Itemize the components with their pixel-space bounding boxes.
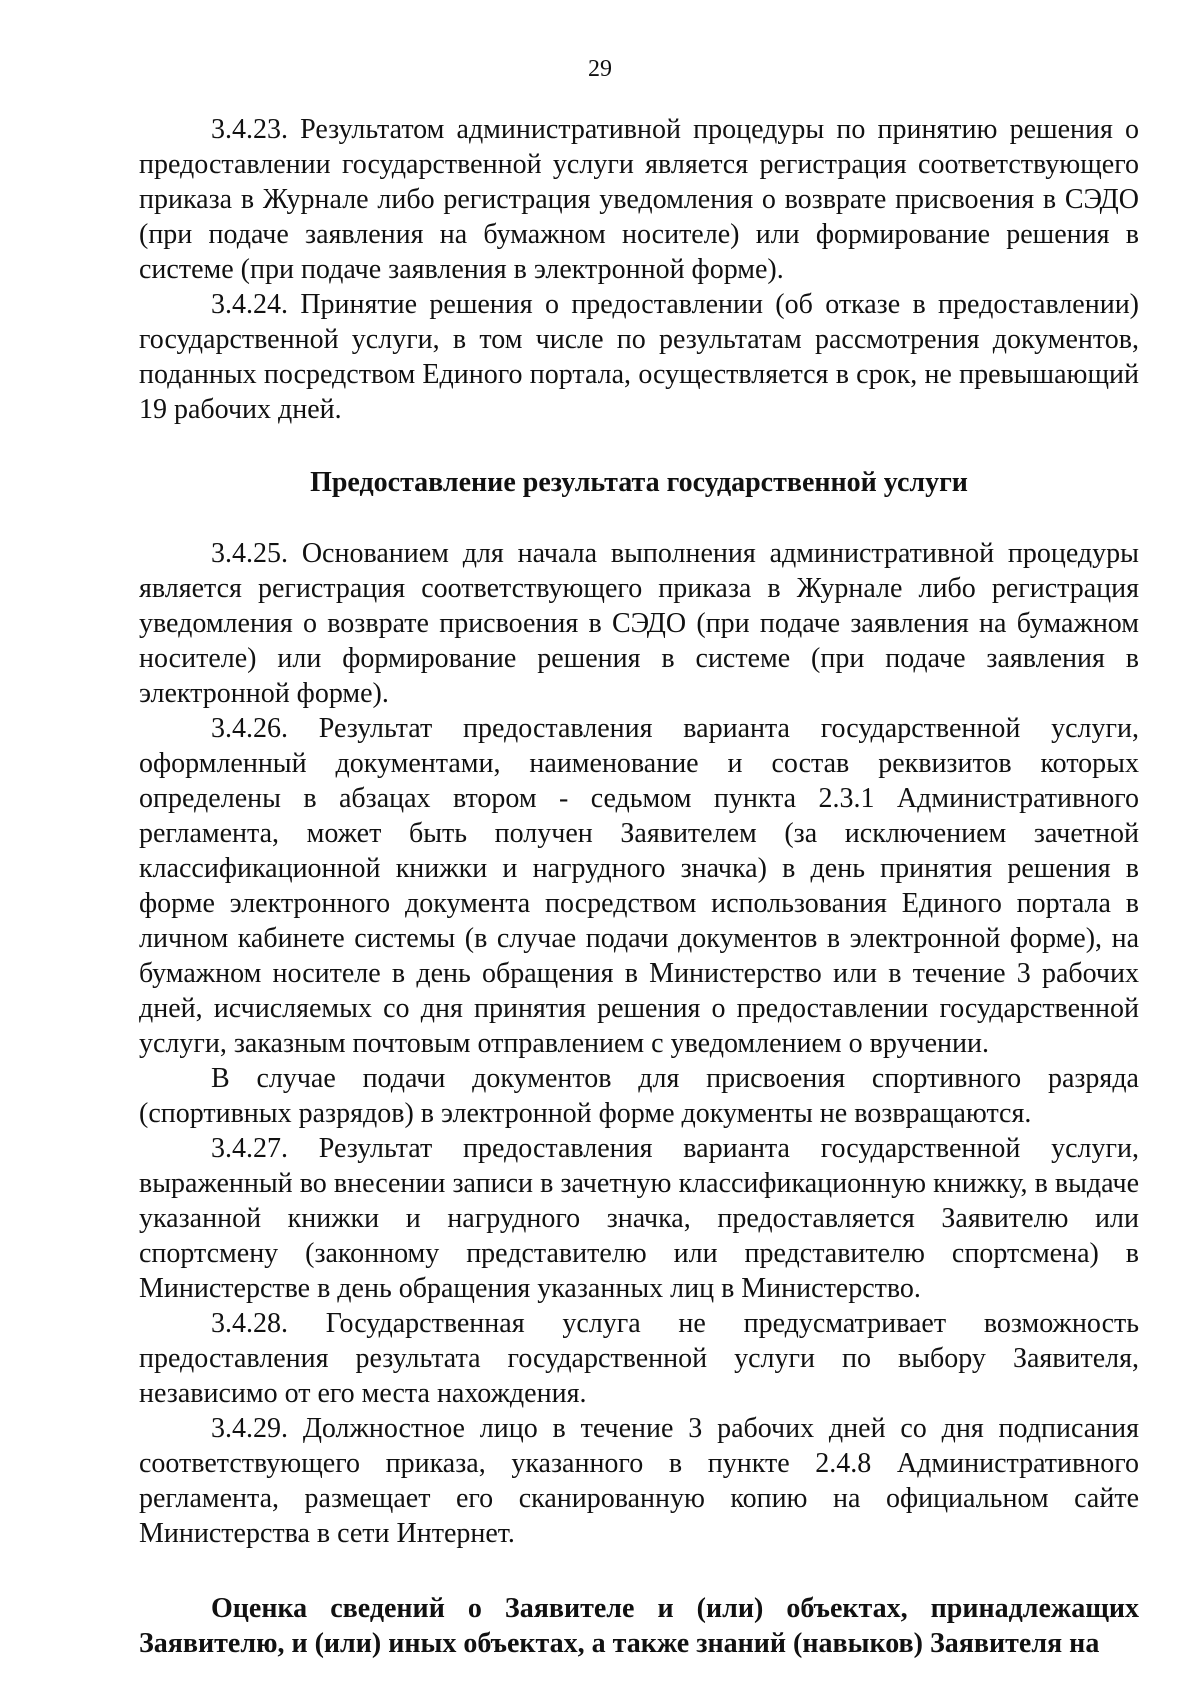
paragraph-3-4-27: 3.4.27. Результат предоставления варианта государственной услуги, выраженный во внесении записи в зачетную классификационную книжку, в выдаче указанной книжки и нагрудного значка, предоставляется Заявителю или спортсмену (законному представителю или представителю спортсмена) в Министерстве в день обращения указанных лиц в Министерство. <box>139 1133 1139 1304</box>
page-number: 29 <box>588 56 612 82</box>
paragraph-3-4-24: 3.4.24. Принятие решения о предоставлении (об отказе в предоставлении) государственной услуги, в том числе по результатам рассмотрения документов, поданных посредством Единого портала, осуществляется в срок, не превышающий 19 рабочих дней. <box>139 289 1139 425</box>
paragraph-electronic-documents: В случае подачи документов для присвоения спортивного разряда (спортивных разрядов) в электронной форме документы не возвращаются. <box>139 1063 1139 1129</box>
paragraph-3-4-28: 3.4.28. Государственная услуга не предусматривает возможность предоставления результата государственной услуги по выбору Заявителя, независимо от его места нахождения. <box>139 1308 1139 1409</box>
page-body <box>139 112 1139 1661</box>
section-heading-result-provision: Предоставление результата государственной услуги <box>310 467 968 498</box>
paragraph-3-4-23: 3.4.23. Результатом административной процедуры по принятию решения о предоставлении государственной услуги является регистрация соответствующего приказа в Журнале либо регистрация уведомления о возврате присвоения в СЭДО (при подаче заявления на бумажном носителе) или формирование решения в системе (при подаче заявления в электронной форме). <box>139 114 1139 285</box>
paragraph-3-4-25: 3.4.25. Основанием для начала выполнения административной процедуры является регистрация соответствующего приказа в Журнале либо регистрация уведомления о возврате присвоения в СЭДО (при подаче заявления на бумажном носителе) или формирование решения в системе (при подаче заявления в электронной форме). <box>139 538 1139 709</box>
paragraph-3-4-26: 3.4.26. Результат предоставления варианта государственной услуги, оформленный документами, наименование и состав реквизитов которых определены в абзацах втором - седьмом пункта 2.3.1 Административного регламента, может быть получен Заявителем (за исключением зачетной классификационной книжки и нагрудного значка) в день принятия решения в форме электронного документа посредством использования Единого портала в личном кабинете системы (в случае подачи документов в электронной форме), на бумажном носителе в день обращения в Министерство или в течение 3 рабочих дней, исчисляемых со дня принятия решения о предоставлении государственной услуги, заказным почтовым отправлением с уведомлением о вручении. <box>139 713 1139 1059</box>
section-heading-applicant-assessment: Оценка сведений о Заявителе и (или) объектах, принадлежащих Заявителю, и (или) иных объектах, а также знаний (навыков) Заявителя на <box>139 1593 1139 1659</box>
paragraph-3-4-29: 3.4.29. Должностное лицо в течение 3 рабочих дней со дня подписания соответствующего приказа, указанного в пункте 2.4.8 Административного регламента, размещает его сканированную копию на официальном сайте Министерства в сети Интернет. <box>139 1413 1139 1549</box>
